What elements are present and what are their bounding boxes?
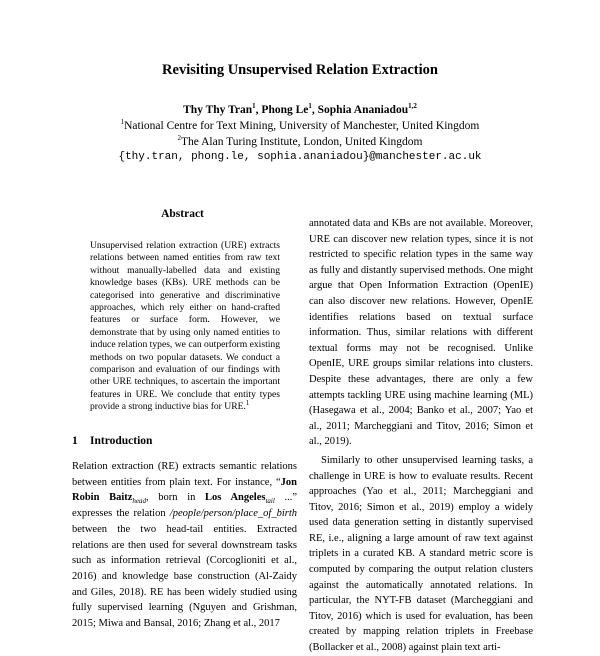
example-text: , born in [146,492,206,504]
introduction-body [72,459,297,632]
paragraph: annotated data and KBs are not available. Moreover, URE can discover new relation types, since it is not restricted to specific relation types in the same way as fully and distantly supervised methods. One might argue that Open Information Extraction (OpenIE) can also discover new relations. However, OpenIE identifies relations based on textual surface information. Thus, similar relations with different textual forms may not be recognised. Unlike OpenIE, URE groups similar relations into clusters. Despite these advantages, there are only a few attempts tackling URE using machine learning (ML) (Hasegawa et al., 2004; Banko et al., 2007; Yao et al., 2011; Marcheggiani and Titov, 2016; Simon et al., 2019). [309,218,533,448]
author-emails: {thy.tran, phong.le, sophia.ananiadou}@manchester.ac.uk [118,151,482,163]
affiliation-text: National Centre for Text Mining, University of Manchester, United Kingdom [124,120,480,132]
section-heading-introduction [72,435,152,447]
intro-text: between the two head-tail entities. Extracted relations are then used for several downstream tasks such as information retrieval (Corcoglioniti et al., 2016) and knowledge base construction (Al-Zaidy and Giles, 2018). RE has been widely studied using fully supervised learning (Nguyen and Grishman, 2015; Miwa and Bansal, 2016; Zhang et al., 2017 [72,523,297,630]
author-affiliation-mark: 1,2 [408,102,417,111]
example-relation: /people/person/place_of_birth [169,508,297,520]
example-tail-entity: Los Angeles [205,492,266,504]
example-head-entity: Jon Robin Baitz [72,476,297,504]
affiliation-mark: 2 [177,134,181,143]
section-number: 1 [72,435,78,447]
affiliation-mark: 1 [120,118,125,127]
example-text: ...” expresses the relation [72,492,297,520]
author-list [0,104,600,116]
paragraph: Similarly to other unsupervised learning tasks, a challenge in URE is how to evaluate results. Recent approaches (Yao et al., 2011; Marcheggiani and Titov, 2016; Simon et al., 2019) employ a widely used data generation setting in distantly supervised RE, i.e., aligning a large amount of raw text against triplets in a curated KB. A standard metric score is computed by comparing the output relation clusters against the automatically annotated relations. In particular, the NYT-FB dataset (Marcheggiani and Titov, 2016) which is used for evaluation, has been created by mapping relation triplets in Freebase (Bollacker et al., 2008) against plain text arti- [309,454,533,654]
author-name: Sophia Ananiadou [317,104,409,116]
abstract-text: Unsupervised relation extraction (URE) extracts relations between named entities from raw text without manually-labelled data and existing knowledge bases (KBs). URE methods can be categorised into generative and discriminative approaches, which rely either on hand-crafted features or surface form. However, we demonstrate that by using only named entities to induce relation types, we can outperform existing methods on two popular datasets. We conduct a comparison and evaluation of our findings with other URE techniques, to ascertain the important features in URE. We conclude that entity types provide a strong inductive bias for URE. [90,240,280,413]
intro-text: Relation extraction (RE) extracts semantic relations between entities from plain text. For instance, “ [72,461,297,488]
paper-title: Revisiting Unsupervised Relation Extraction [162,62,438,78]
head-subscript: head [132,497,147,506]
affiliation-2 [0,136,600,148]
author-affiliation-mark: 1 [252,102,256,111]
tail-subscript: tail [265,497,275,506]
author-separator: , [255,104,262,116]
footnote-mark: 1 [245,399,250,408]
author-name: Phong Le [261,104,309,116]
author-name: Thy Thy Tran [183,104,253,116]
abstract-body [90,240,280,414]
author-separator: , [311,104,318,116]
section-title: Introduction [90,435,153,447]
affiliation-text: The Alan Turing Institute, London, United Kingdom [181,136,423,148]
author-affiliation-mark: 1 [308,102,312,111]
abstract-heading: Abstract [161,208,204,220]
right-column [309,216,533,656]
affiliation-1 [0,120,600,132]
